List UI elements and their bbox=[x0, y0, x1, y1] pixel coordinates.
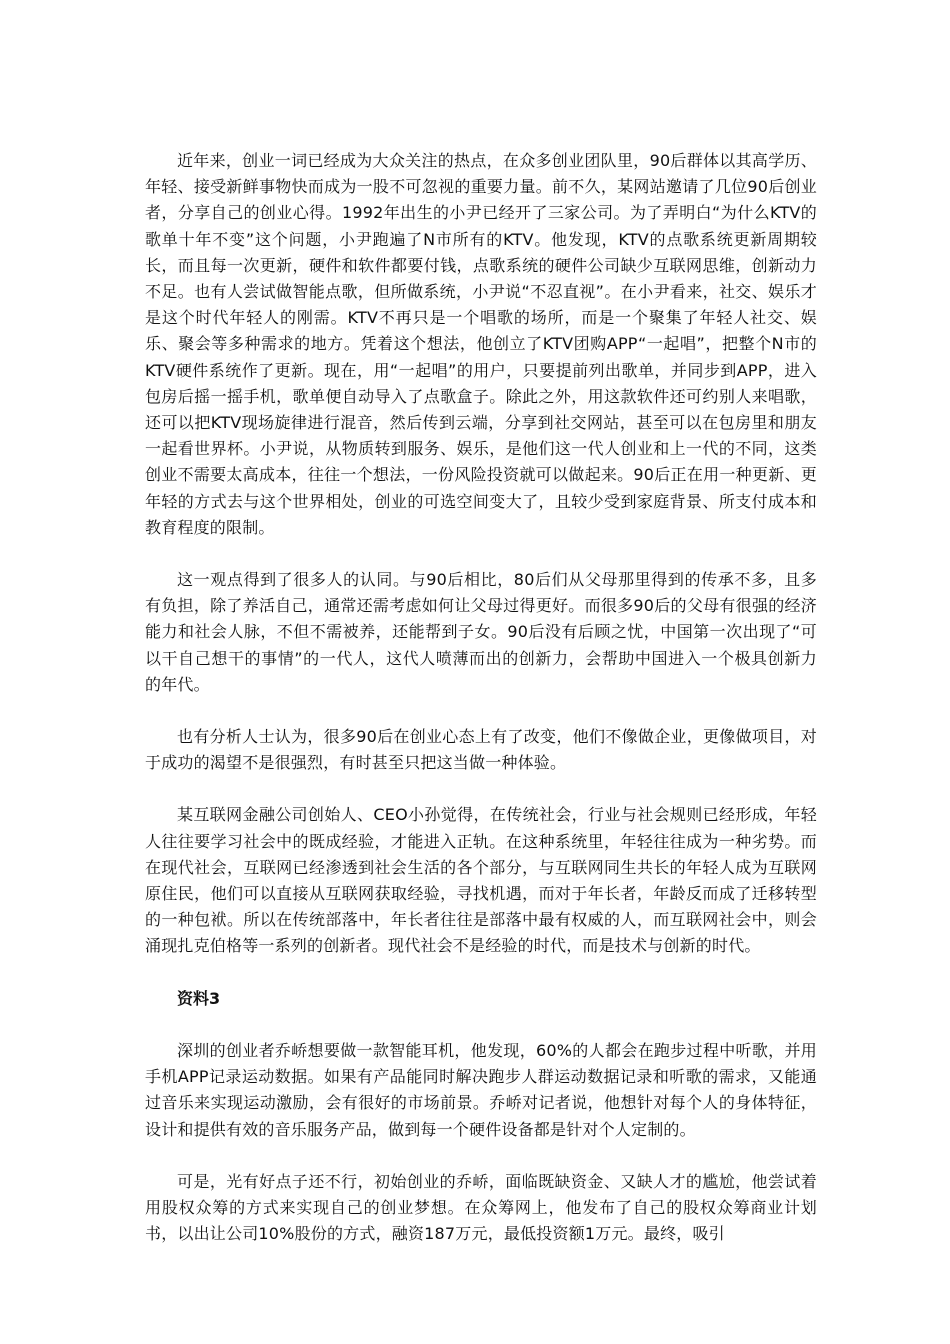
paragraph-gap bbox=[145, 1143, 817, 1169]
section-paragraph-1: 深圳的创业者乔峤想要做一款智能耳机，他发现，60%的人都会在跑步过程中听歌，并用手机APP记录运动数据。如果有产品能同时解决跑步人群运动数据记录和听歌的需求，又能通过音乐来实现运动激励，会有很好的市场前景。乔峤对记者说，他想针对每个人的身体特征，设计和提供有效的音乐服务产品，做到每一个硬件设备都是针对个人定制的。 bbox=[145, 1040, 817, 1139]
paragraph-1: 近年来，创业一词已经成为大众关注的热点，在众多创业团队里，90后群体以其高学历、年轻、接受新鲜事物快而成为一股不可忽视的重要力量。前不久，某网站邀请了几位90后创业者，分享自己的创业心得。1992年出生的小尹已经开了三家公司。为了弄明白“为什么KTV的歌单十年不变”这个问题，小尹跑遍了N市所有的KTV。他发现，KTV的点歌系统更新周期较长，而且每一次更新，硬件和软件都要付钱，点歌系统的硬件公司缺少互联网思维，创新动力不足。也有人尝试做智能点歌，但所做系统，小尹说“不忍直视”。在小尹看来，社交、娱乐才是这个时代年轻人的刚需。KTV不再只是一个唱歌的场所，而是一个聚集了年轻人社交、娱乐、聚会等多种需求的地方。凭着这个想法，他创立了KTV团购APP“一起唱”，把整个N市的KTV硬件系统作了更新。现在，用“一起唱”的用户，只要提前列出歌单，并同步到APP，进入包房后摇一摇手机，歌单便自动导入了点歌盒子。除此之外，用这款软件还可约别人来唱歌，还可以把KTV现场旋律进行混音，然后传到云端，分享到社交网站，甚至可以在包房里和朋友一起看世界杯。小尹说，从物质转到服务、娱乐，是他们这一代人创业和上一代的不同，这类创业不需要太高成本，往往一个想法，一份风险投资就可以做起来。90后正在用一种更新、更年轻的方式去与这个世界相处，创业的可选空间变大了，且较少受到家庭背景、所支付成本和教育程度的限制。 bbox=[145, 151, 817, 537]
section-heading: 资料3 bbox=[177, 988, 221, 1008]
paragraph-gap bbox=[145, 776, 817, 802]
paragraph-4: 某互联网金融公司创始人、CEO小孙觉得，在传统社会，行业与社会规则已经形成，年轻人往往要学习社会中的既成经验，才能进入正轨。在这种系统里，年轻往往成为一种劣势。而在现代社会，互联网已经渗透到社会生活的各个部分，与互联网同生共长的年轻人成为互联网原住民，他们可以直接从互联网获取经验，寻找机遇，而对于年长者，年龄反而成了迁移转型的一种包袱。所以在传统部落中，年长者往往是部落中最有权威的人，而互联网社会中，则会涌现扎克伯格等一系列的创新者。现代社会不是经验的时代，而是技术与创新的时代。 bbox=[145, 805, 817, 956]
paragraph-gap bbox=[145, 541, 817, 567]
paragraph-gap bbox=[145, 960, 817, 986]
paragraph-3: 也有分析人士认为，很多90后在创业心态上有了改变，他们不像做企业，更像做项目，对于成功的渴望不是很强烈，有时甚至只把这当做一种体验。 bbox=[145, 727, 817, 773]
paragraph-gap bbox=[145, 698, 817, 724]
document-page bbox=[145, 148, 817, 1247]
paragraph-2: 这一观点得到了很多人的认同。与90后相比，80后们从父母那里得到的传承不多，且多有负担，除了养活自己，通常还需考虑如何让父母过得更好。而很多90后的父母有很强的经济能力和社会人脉，不但不需被养，还能帮到子女。90后没有后顾之忧，中国第一次出现了“可以干自己想干的事情”的一代人，这代人喷薄而出的创新力，会帮助中国进入一个极具创新力的年代。 bbox=[145, 570, 817, 694]
paragraph-gap bbox=[145, 1012, 817, 1038]
section-paragraph-2: 可是，光有好点子还不行，初始创业的乔峤，面临既缺资金、又缺人才的尴尬，他尝试着用股权众筹的方式来实现自己的创业梦想。在众筹网上，他发布了自己的股权众筹商业计划书，以出让公司10%股份的方式，融资187万元，最低投资额1万元。最终，吸引 bbox=[145, 1171, 817, 1244]
